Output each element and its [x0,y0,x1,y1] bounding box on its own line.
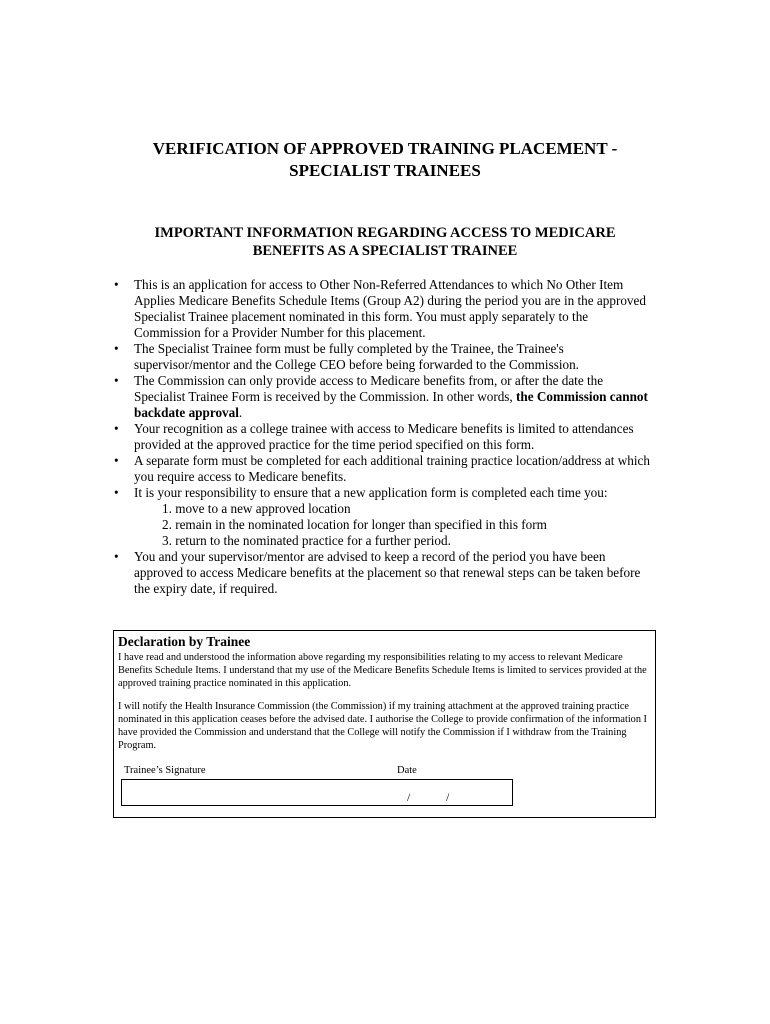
list-item [114,421,654,453]
bullet-text-end: . [238,405,243,420]
bullet-icon: • [114,549,119,564]
important-heading [0,224,770,260]
date-separator: / [446,790,450,804]
bullet-text: This is an application for access to Other Non-Referred Attendances to which No Other Item Applies Medicare Benefits Schedule Items (Group A2) during the period you are in the approved Specialist Trainee placement nominated in this form. You must apply separately to the Commission for a Provider Number for this placement. [134,277,646,340]
bullet-icon: • [114,421,119,436]
bullet-icon: • [114,373,119,388]
list-item [114,453,654,485]
bullet-icon: • [114,485,119,500]
important-line-2: BENEFITS AS A SPECIALIST TRAINEE [252,243,518,259]
list-item [114,373,654,421]
bullet-text: The Specialist Trainee form must be fully completed by the Trainee, the Trainee's supervisor/mentor and the College CEO before being forwarded to the Commission. [134,341,579,372]
date-label: Date [397,765,417,776]
sub-list-item: 1. move to a new approved location [162,501,351,516]
title-line-2: SPECIALIST TRAINEES [289,161,481,180]
list-item [114,549,654,597]
sub-list-item: 3. return to the nominated practice for a further period. [162,533,451,548]
sub-list [134,501,654,549]
signature-label: Trainee’s Signature [124,765,206,776]
bullet-text: It is your responsibility to ensure that a new application form is completed each time you: [134,485,608,500]
declaration-title: Declaration by Trainee [118,634,251,649]
sub-list-item: 2. remain in the nominated location for longer than specified in this form [162,517,547,532]
bullet-bold-text: the Commission cannot backdate approval [134,389,648,420]
date-separator: / [407,790,411,804]
information-list [114,277,654,597]
important-line-1: IMPORTANT INFORMATION REGARDING ACCESS TO MEDICARE [154,225,616,241]
declaration-box [113,630,656,818]
list-item [114,485,654,549]
bullet-icon: • [114,277,119,292]
list-item [114,341,654,373]
title-line-1: VERIFICATION OF APPROVED TRAINING PLACEMENT - [152,139,618,158]
bullet-text: You and your supervisor/mentor are advised to keep a record of the period you have been approved to access Medicare benefits at the placement so that renewal steps can be taken before the expiry date, if required. [134,549,641,596]
declaration-paragraph-2: I will notify the Health Insurance Commission (the Commission) if my training attachment at the approved training practice nominated in this application ceases before the advised date. I authorise the College to provide confirmation of the information I have provided the Commission and understand that the College will notify the Commission if I withdraw from the Training Program. [118,701,647,751]
bullet-text: Your recognition as a college trainee with access to Medicare benefits is limited to attendances provided at the approved practice for the time period specified on this form. [134,421,634,452]
declaration-paragraph-1: I have read and understood the information above regarding my responsibilities relating to my access to relevant Medicare Benefits Schedule Items. I understand that my use of the Medicare Benefits Schedule Items is limited to services provided at the approved training practice nominated in this application. [118,652,647,689]
bullet-text: The Commission can only provide access to Medicare benefits from, or after the date the Specialist Trainee Form is received by the Commission. In other words, [134,373,604,404]
signature-date-field[interactable] [121,779,513,806]
bullet-text: A separate form must be completed for each additional training practice location/address at which you require access to Medicare benefits. [134,453,650,484]
document-title [0,138,770,182]
bullet-icon: • [114,453,119,468]
bullet-icon: • [114,341,119,356]
list-item [114,277,654,341]
